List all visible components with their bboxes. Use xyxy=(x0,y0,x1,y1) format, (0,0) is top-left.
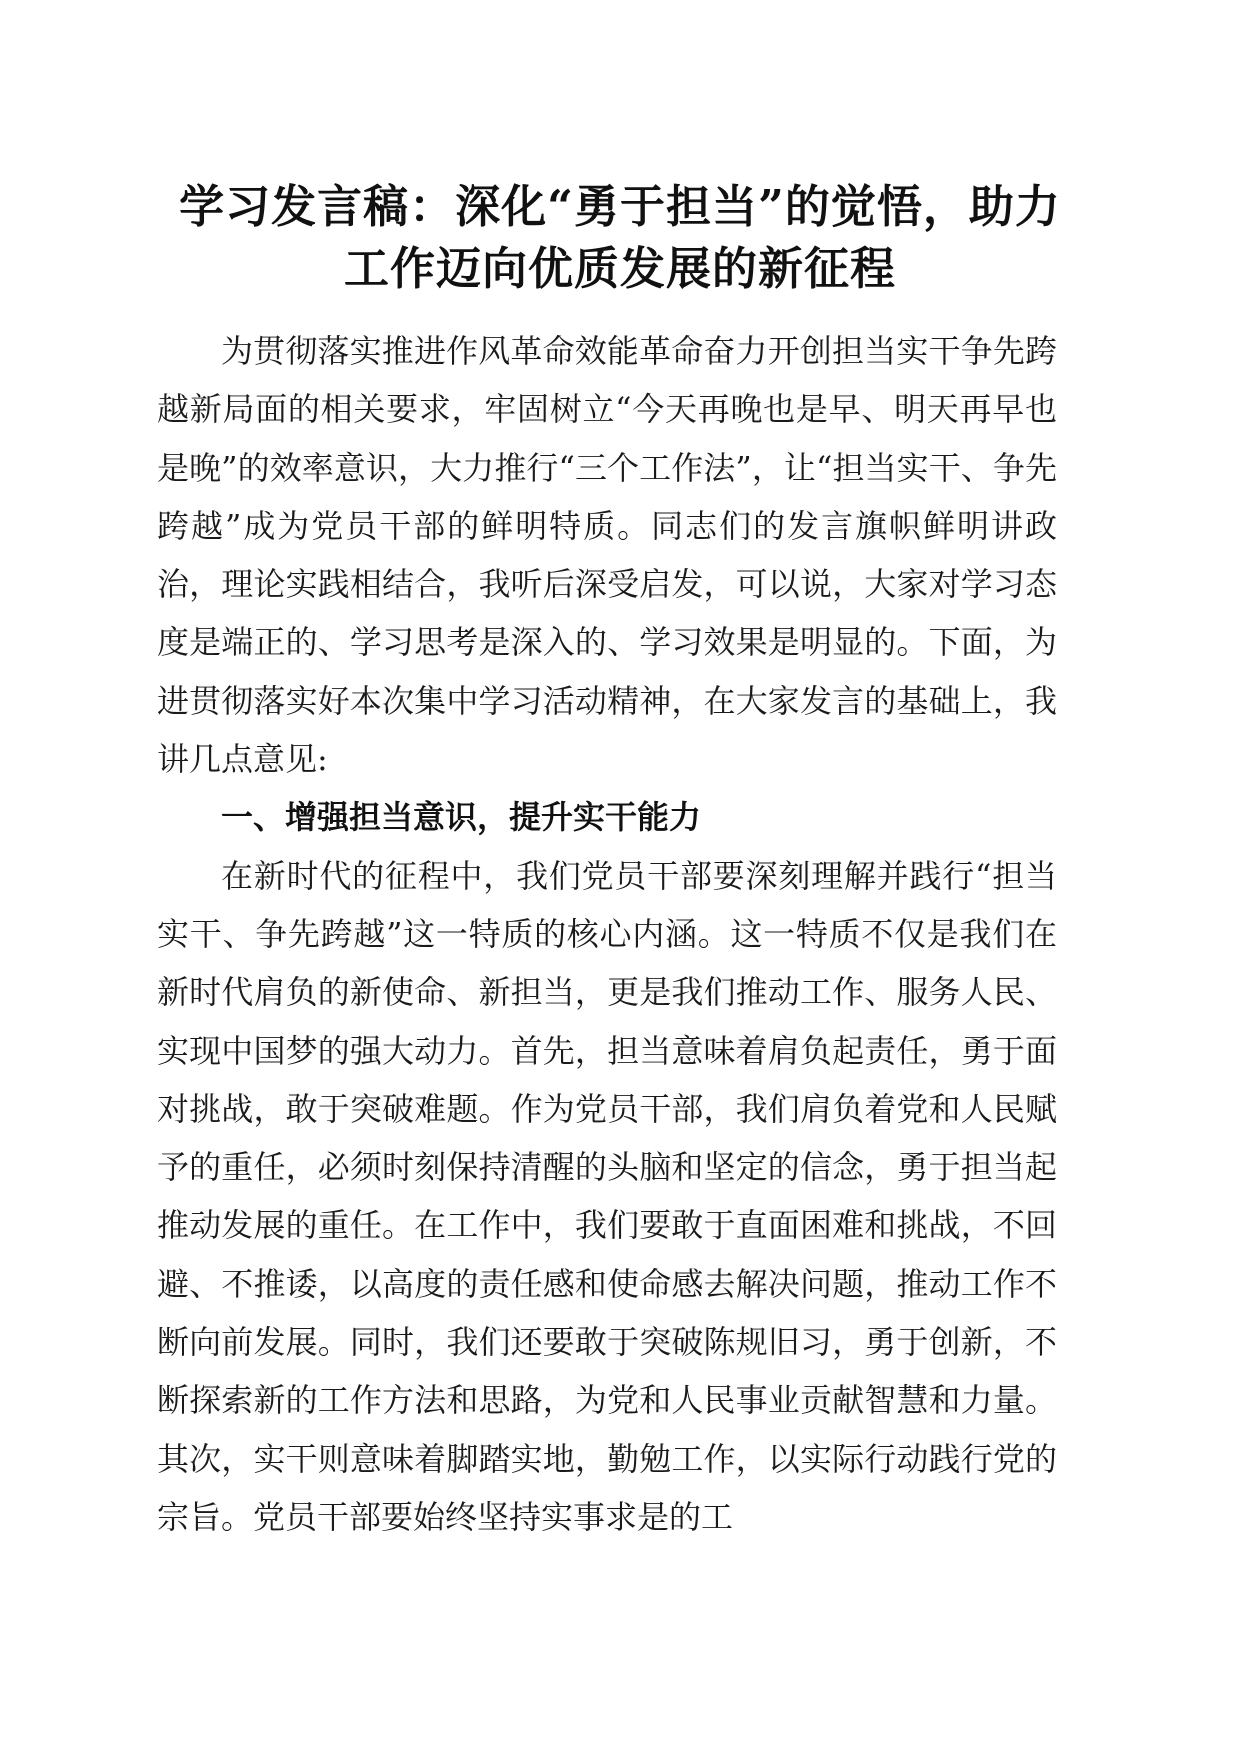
document-title xyxy=(130,176,1110,300)
title-line-1: 学习发言稿：深化“勇于担当”的觉悟，助力 xyxy=(179,180,1061,233)
title-line-2: 工作迈向优质发展的新征程 xyxy=(343,242,896,295)
document-body xyxy=(157,322,1057,1546)
intro-paragraph: 为贯彻落实推进作风革命效能革命奋力开创担当实干争先跨越新局面的相关要求，牢固树立“今天再晚也是早、明天再早也是晚”的效率意识，大力推行“三个工作法”，让“担当实干、争先跨越”成为党员干部的鲜明特质。同志们的发言旗帜鲜明讲政治，理论实践相结合，我听后深受启发，可以说，大家对学习态度是端正的、学习思考是深入的、学习效果是明显的。下面，为进贯彻落实好本次集中学习活动精神，在大家发言的基础上，我讲几点意见: xyxy=(157,332,1057,779)
section-1-paragraph: 在新时代的征程中，我们党员干部要深刻理解并践行“担当实干、争先跨越”这一特质的核心内涵。这一特质不仅是我们在新时代肩负的新使命、新担当，更是我们推动工作、服务人民、实现中国梦的强大动力。首先，担当意味着肩负起责任，勇于面对挑战，敢于突破难题。作为党员干部，我们肩负着党和人民赋予的重任，必须时刻保持清醒的头脑和坚定的信念，勇于担当起推动发展的重任。在工作中，我们要敢于直面困难和挑战，不回避、不推诿，以高度的责任感和使命感去解决问题，推动工作不断向前发展。同时，我们还要敢于突破陈规旧习，勇于创新，不断探索新的工作方法和思路，为党和人民事业贡献智慧和力量。其次，实干则意味着脚踏实地，勤勉工作，以实际行动践行党的宗旨。党员干部要始终坚持实事求是的工 xyxy=(157,856,1057,1536)
section-heading-1: 一、增强担当意识，提升实干能力 xyxy=(221,798,702,837)
